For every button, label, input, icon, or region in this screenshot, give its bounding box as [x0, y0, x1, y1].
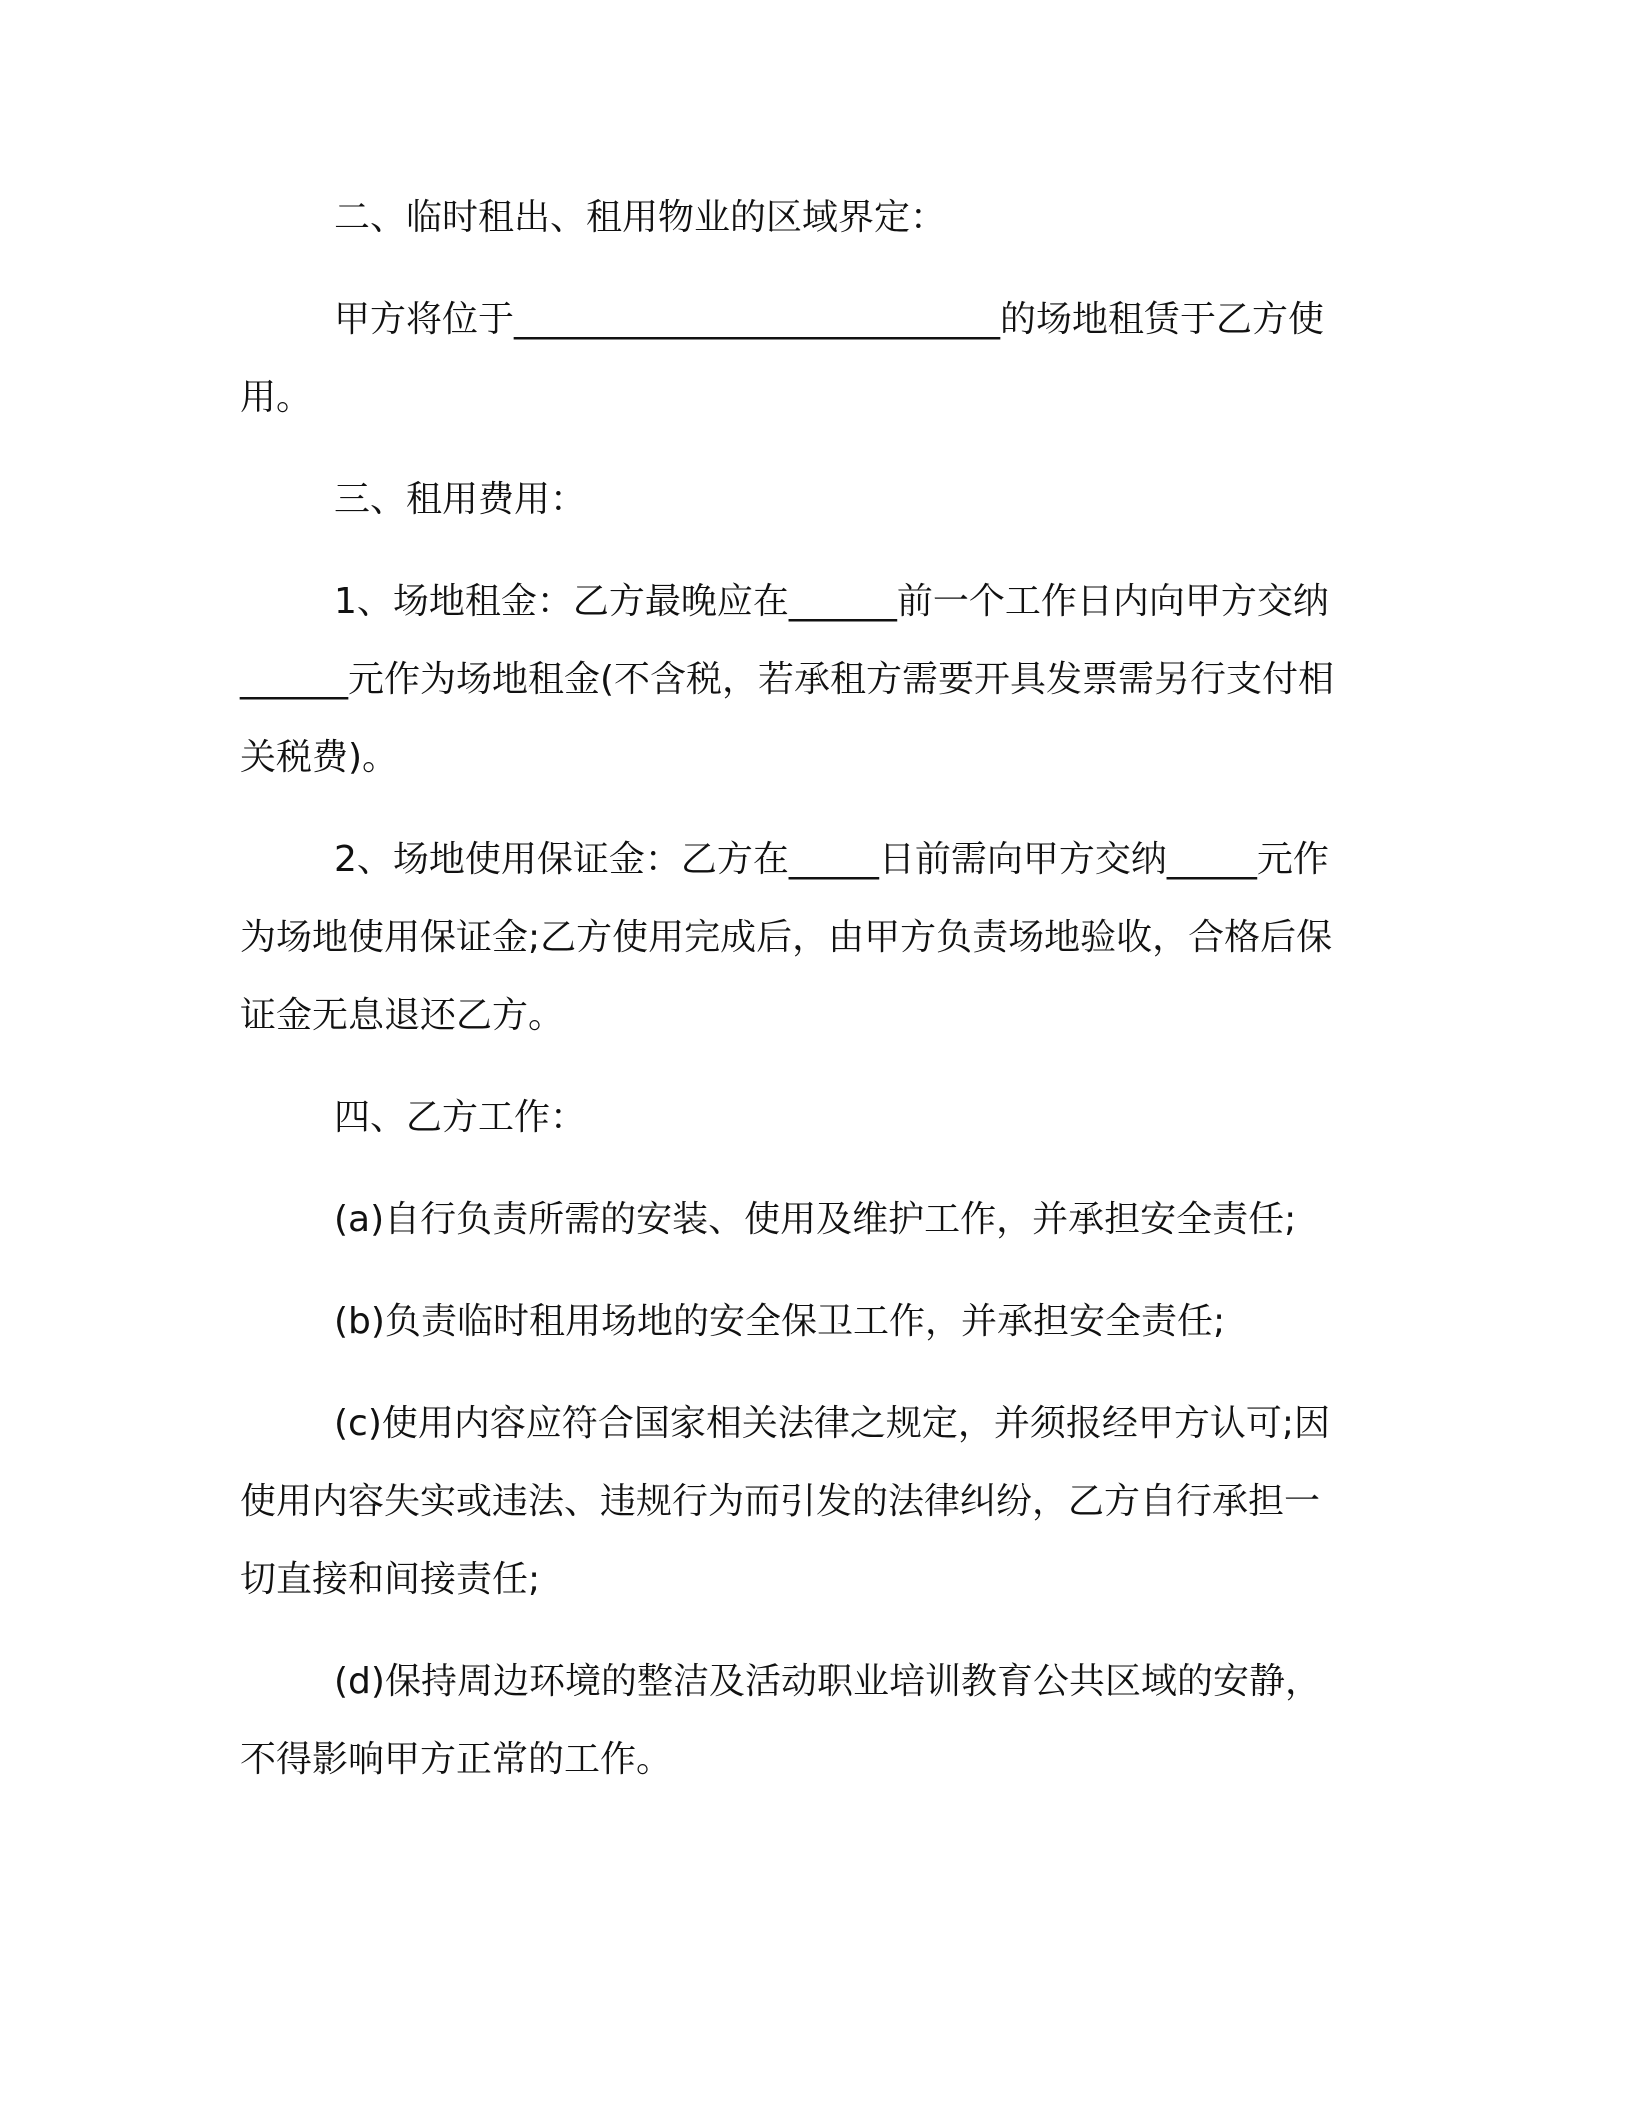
section-heading-3: 三、租用费用： [334, 479, 587, 520]
paragraph-line: 1、场地租金：乙方最晚应在______前一个工作日内向甲方交纳 [334, 581, 1329, 622]
paragraph-line: 用。 [240, 377, 313, 418]
paragraph-line: 使用内容失实或违法、违规行为而引发的法律纠纷，乙方自行承担一 [240, 1481, 1321, 1522]
paragraph-line: 甲方将位于___________________________的场地租赁于乙方使 [334, 299, 1325, 340]
paragraph-line: 关税费)。 [240, 737, 399, 778]
list-item: (a)自行负责所需的安装、使用及维护工作，并承担安全责任; [334, 1199, 1297, 1240]
paragraph-line: ______元作为场地租金(不含税，若承租方需要开具发票需另行支付相 [240, 659, 1335, 700]
paragraph-line: 不得影响甲方正常的工作。 [240, 1739, 673, 1780]
paragraph-line: 为场地使用保证金;乙方使用完成后，由甲方负责场地验收，合格后保 [240, 917, 1333, 958]
list-item: (b)负责临时租用场地的安全保卫工作，并承担安全责任; [334, 1301, 1226, 1342]
paragraph-line: 证金无息退还乙方。 [240, 995, 565, 1036]
section-heading-4: 四、乙方工作： [334, 1097, 587, 1138]
list-item: (d)保持周边环境的整洁及活动职业培训教育公共区域的安静， [334, 1661, 1321, 1702]
section-heading-2: 二、临时租出、租用物业的区域界定： [334, 197, 947, 238]
list-item: (c)使用内容应符合国家相关法律之规定，并须报经甲方认可;因 [334, 1403, 1331, 1444]
paragraph-line: 2、场地使用保证金：乙方在_____日前需向甲方交纳_____元作 [334, 839, 1329, 880]
paragraph-line: 切直接和间接责任; [240, 1559, 541, 1600]
